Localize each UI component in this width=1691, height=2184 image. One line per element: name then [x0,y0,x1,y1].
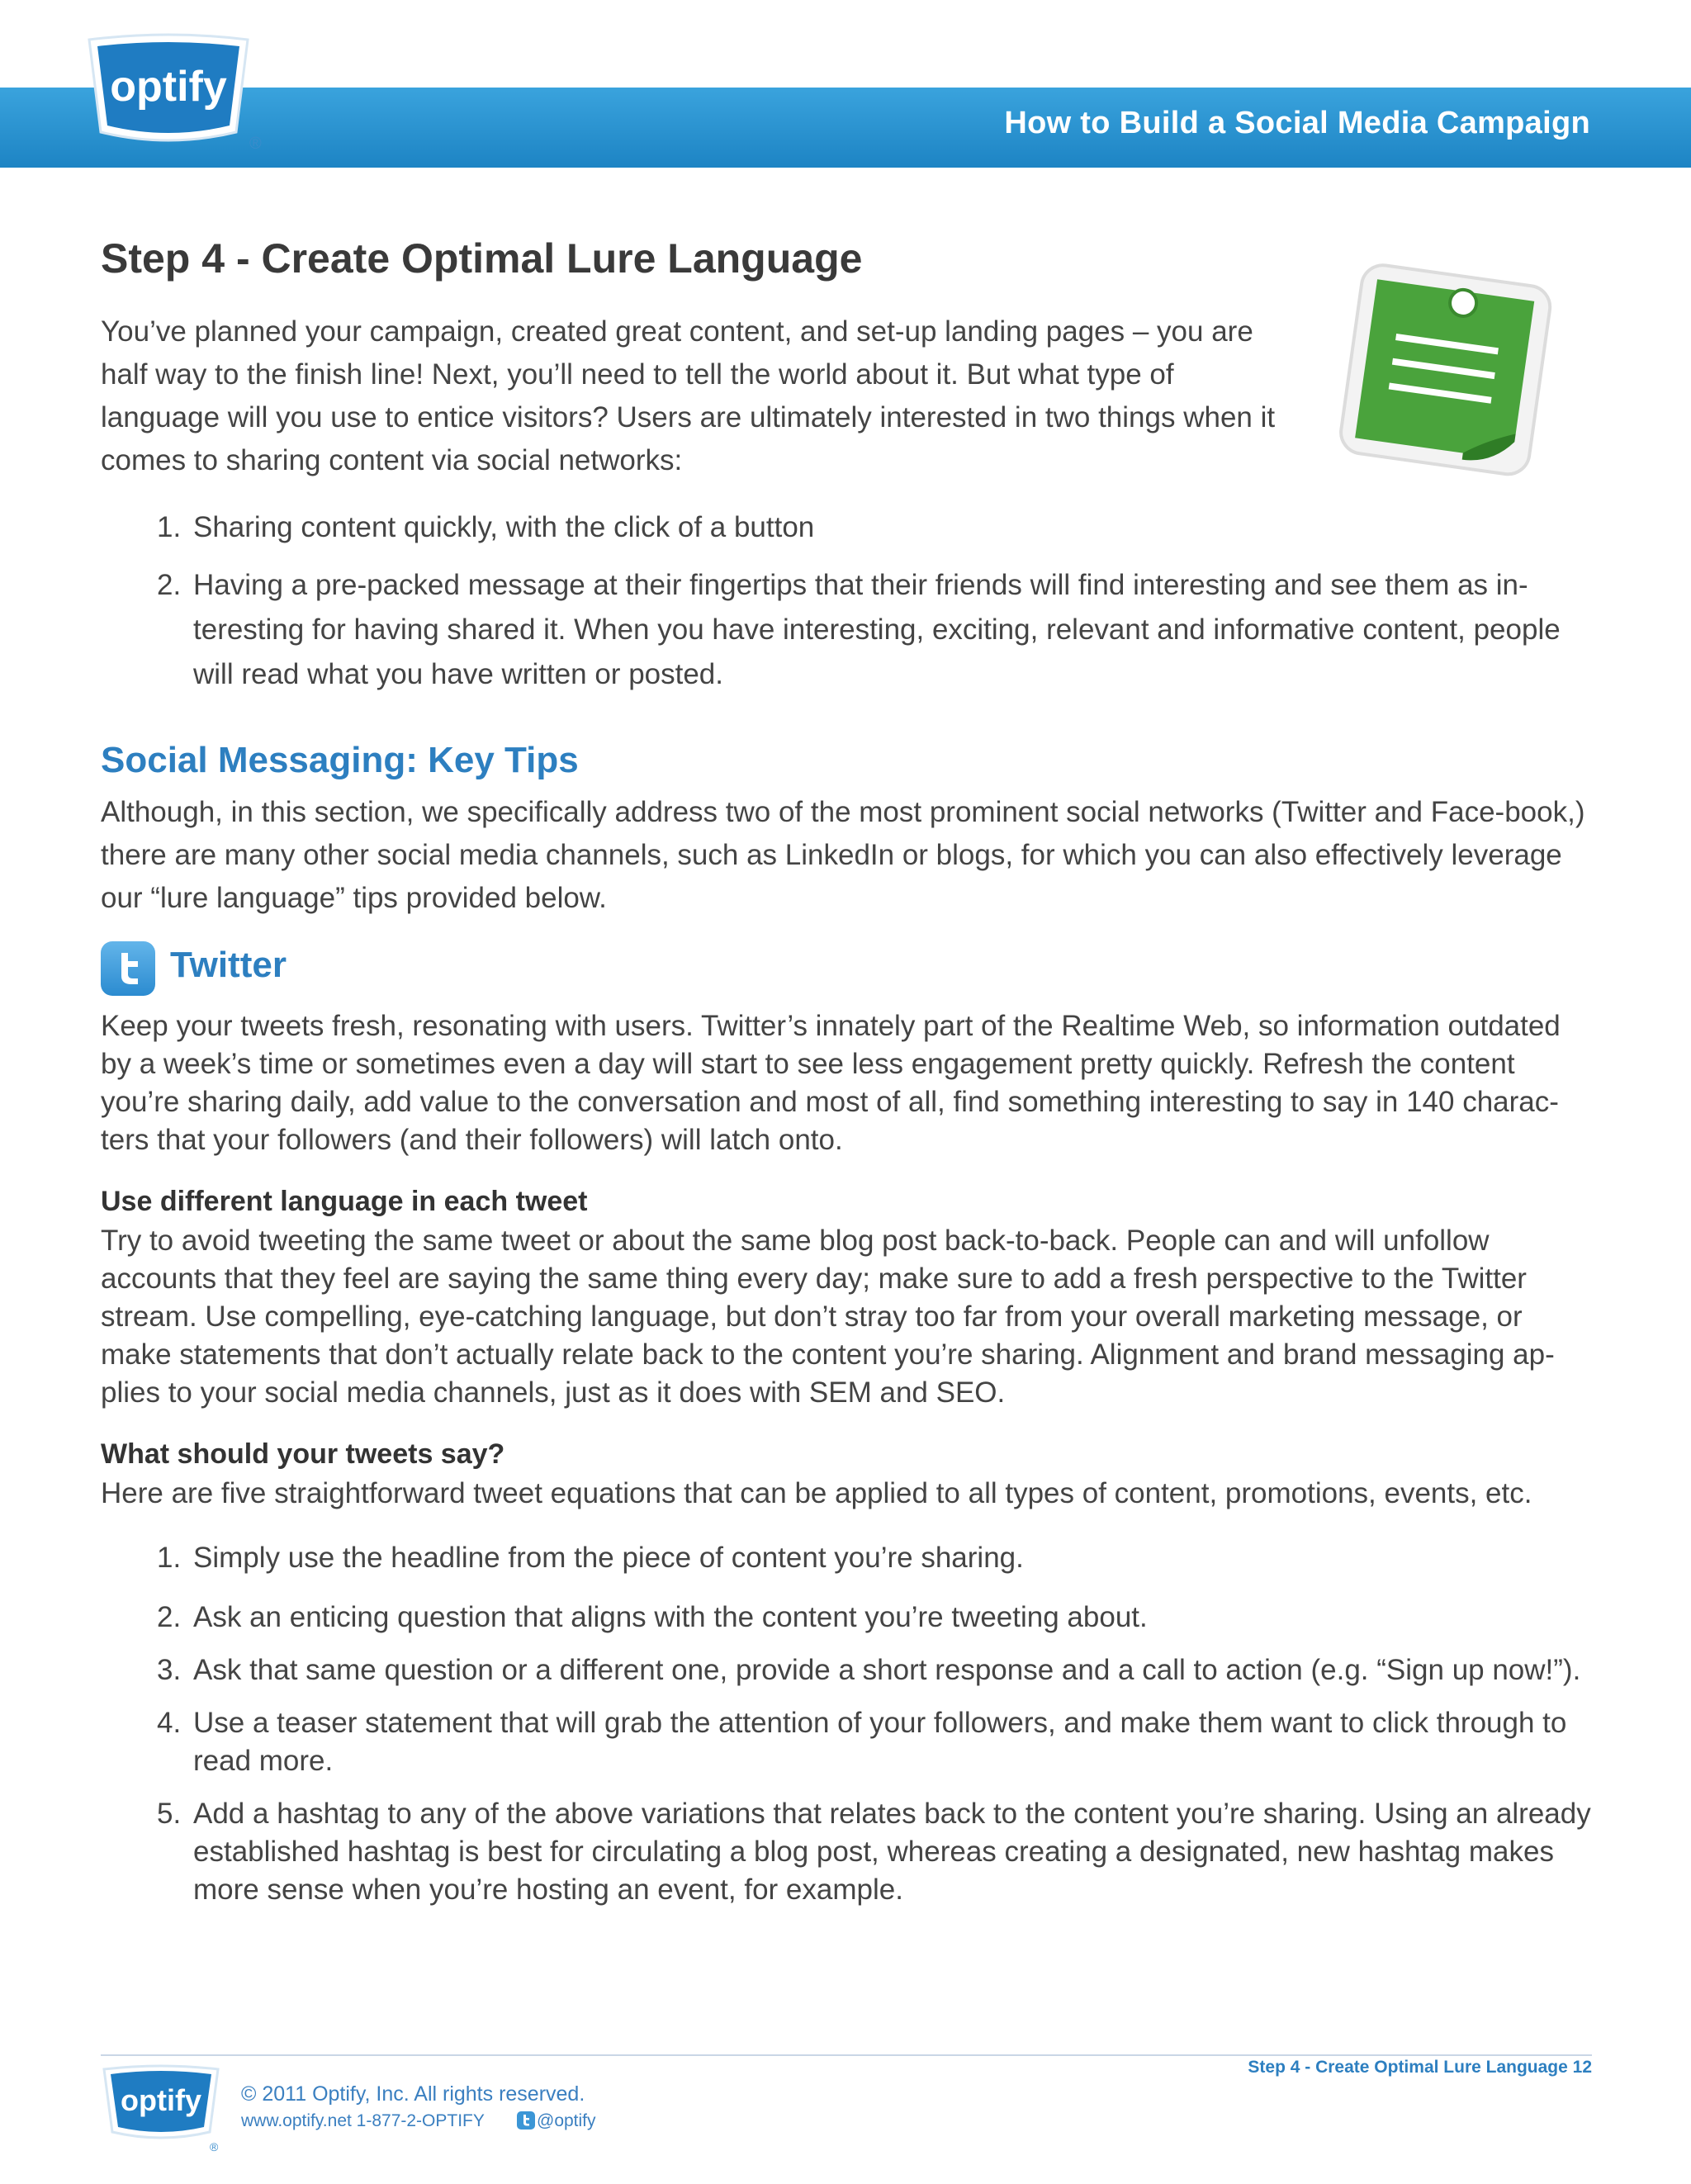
tweet-equations-list [101,1539,1595,1909]
intro-paragraph: You’ve planned your campaign, created great content, and set-up landing pages – you are half way to the finish line! Next, you’ll need to tell the world about it. But what type of language will you use to entice visitors? Users are ultimately interested in two things when it comes to sharing content via social networks: [101,315,1276,476]
list-number: 1. [157,511,182,543]
logo-registered-mark: ® [249,135,262,153]
list-item [101,1795,1595,1909]
section-title-social: Social Messaging: Key Tips [101,740,579,780]
list-item [101,563,1595,697]
social-paragraph: Although, in this section, we specifically address two of the most prominent social networks (Twitter and Face-book,) there are many other social media channels, such as LinkedIn or blogs, for which you can also effectively leverage our “lure language” tips provided below. [101,796,1585,914]
note-icon [1317,258,1565,489]
list-text: Simply use the headline from the piece of content you’re sharing. [193,1542,1024,1574]
list-item [101,1651,1595,1689]
list-number: 1. [157,1542,182,1574]
footer-logo-registered-mark: ® [210,2140,219,2153]
list-text: Sharing content quickly, with the click of a button [193,511,815,543]
list-number: 3. [157,1654,182,1686]
footer-logo-text: optify [121,2083,201,2117]
subheading-different-language: Use different language in each tweet [101,1186,588,1217]
footer-page-label: Step 4 - Create Optimal Lure Language 12 [1248,2058,1592,2077]
list-item [101,1599,1595,1637]
list-text: Add a hashtag to any of the above variations that relates back to the content you’re sharing. Using an already established hashtag is best for circulating a blog post, whereas creating a designated, new hashtag makes more sense when you’re hosting an event, for example. [193,1798,1591,1906]
list-item [101,505,1595,550]
list-item [101,1704,1595,1780]
twitter-icon [101,941,155,996]
footer-copyright: © 2011 Optify, Inc. All rights reserved. [241,2082,585,2106]
section-title-twitter: Twitter [170,945,287,985]
list-text: Ask an enticing question that aligns with the content you’re tweeting about. [193,1601,1148,1633]
list-text: Ask that same question or a different one, provide a short response and a call to action (e.g. “Sign up now!”). [193,1654,1581,1686]
footer-divider [101,2054,1592,2056]
tweets-say-paragraph: Here are five straightforward tweet equations that can be applied to all types of content, promotions, events, etc. [101,1477,1532,1509]
step-list [101,505,1595,697]
twitter-paragraph: Keep your tweets fresh, resonating with users. Twitter’s innately part of the Realtime Web, so information outdated by a week’s time or sometimes even a day will start to see less engagement pretty quickly. Refresh the content you’re sharing daily, add value to the conversation and most of all, find something interesting to say in 140 charac-ters that your followers (and their followers) will latch onto. [101,1010,1561,1156]
list-number: 2. [157,569,182,601]
header-title: How to Build a Social Media Campaign [1004,106,1590,140]
subheading-tweets-say: What should your tweets say? [101,1438,505,1470]
footer-twitter-icon[interactable] [517,2111,535,2130]
optify-logo[interactable] [81,33,256,154]
list-number: 2. [157,1601,182,1633]
footer-twitter-handle[interactable]: @optify [537,2111,596,2130]
different-language-paragraph: Try to avoid tweeting the same tweet or about the same blog post back-to-back. People can and will unfollow accounts that they feel are saying the same thing every day; make sure to add a fresh perspective to the Twitter stream. Use compelling, eye-catching language, but don’t stray too far from your overall marketing message, or make statements that don’t actually relate back to the content you’re sharing. Alignment and brand messaging ap-plies to your social media channels, just as it does with SEM and SEO. [101,1225,1555,1409]
footer-contact[interactable]: www.optify.net 1-877-2-OPTIFY [241,2111,485,2130]
page-title: Step 4 - Create Optimal Lure Language [101,235,863,282]
list-text: Having a pre-packed message at their fingertips that their friends will find interesting and see them as in-teresting for having shared it. When you have interesting, exciting, relevant and informative content, people will read what you have written or posted. [193,569,1561,690]
list-number: 4. [157,1707,182,1739]
logo-text: optify [110,63,227,111]
list-number: 5. [157,1798,182,1830]
list-text: Use a teaser statement that will grab the attention of your followers, and make them want to click through to read more. [193,1707,1567,1777]
footer-optify-logo[interactable] [99,2064,223,2147]
list-item [101,1539,1595,1577]
